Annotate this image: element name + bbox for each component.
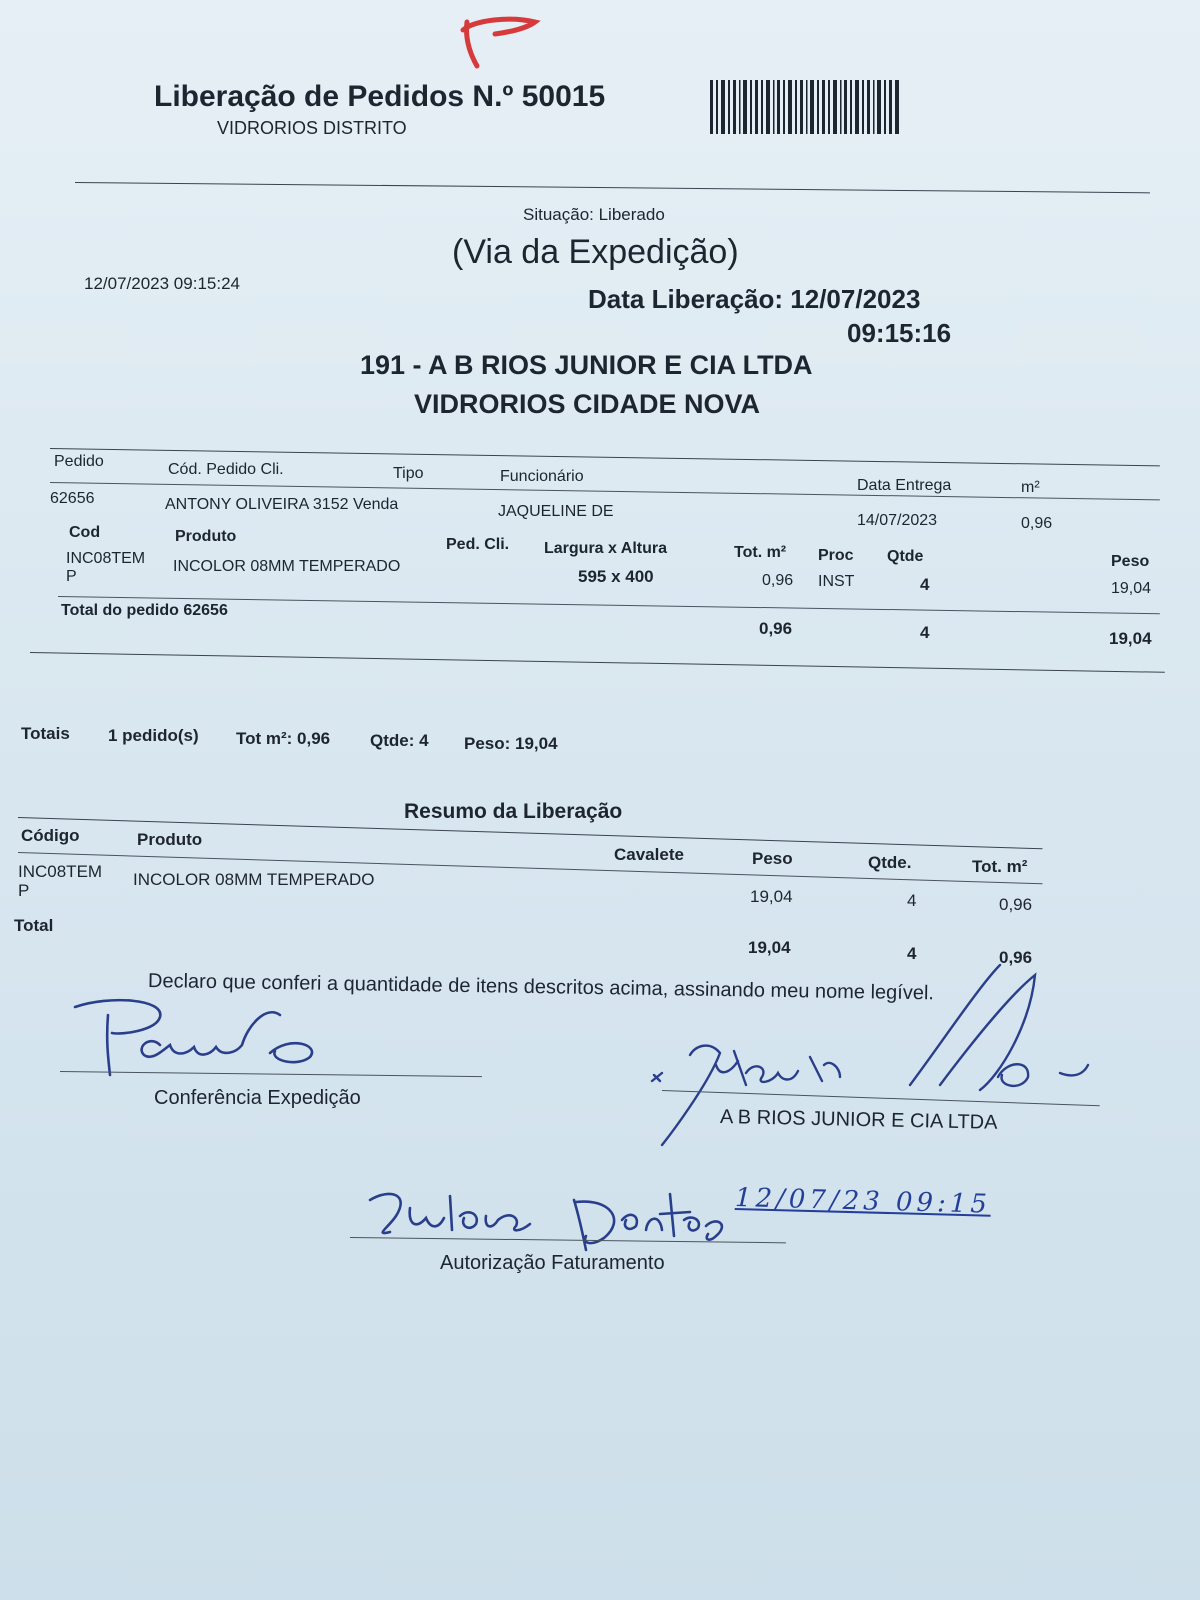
handwritten-date: 12/07/23 09:15 (734, 1183, 992, 1220)
summary-tot-m2: 0,96 (999, 895, 1033, 914)
document-title: Liberação de Pedidos N.º 50015 (154, 80, 606, 113)
col-header-cod-pedido-cli: Cód. Pedido Cli. (168, 461, 284, 478)
item-code-line2: P (66, 568, 77, 585)
summary-total-peso: 19,04 (748, 938, 791, 957)
summary-header-codigo: Código (21, 826, 80, 845)
barcode-icon (710, 80, 900, 134)
signature-label-authorization: Autorização Faturamento (440, 1252, 665, 1274)
item-code-line1: INC08TEM (66, 550, 146, 567)
summary-header-peso: Peso (752, 849, 793, 868)
header-divider (75, 182, 1150, 193)
order-total-label: Total do pedido 62656 (61, 602, 228, 619)
totals-orders: 1 pedido(s) (108, 726, 199, 745)
print-timestamp: 12/07/2023 09:15:24 (84, 274, 240, 293)
release-time: 09:15:16 (847, 318, 952, 348)
item-header-ped-cli: Ped. Cli. (446, 536, 510, 553)
order-table-bottom-rule (30, 652, 1165, 673)
copy-type-title: (Via da Expedição) (452, 233, 739, 271)
summary-title: Resumo da Liberação (404, 800, 623, 823)
summary-qtde: 4 (907, 891, 917, 910)
totals-label: Totais (21, 724, 70, 743)
totals-peso: Peso: 19,04 (464, 734, 558, 753)
red-pen-mark (455, 10, 555, 70)
item-tot-m2: 0,96 (762, 572, 794, 589)
summary-total-label: Total (14, 916, 54, 935)
issuer-company: VIDRORIOS DISTRITO (217, 118, 407, 138)
item-qtde: 4 (920, 575, 930, 594)
col-header-tipo: Tipo (393, 465, 424, 482)
signature-label-conferencia: Conferência Expedição (154, 1087, 361, 1109)
col-header-funcionario: Funcionário (500, 468, 584, 485)
summary-peso: 19,04 (750, 887, 793, 906)
order-total-qtde: 4 (920, 623, 930, 642)
release-date: Data Liberação: 12/07/2023 (588, 284, 921, 314)
item-proc: INST (818, 573, 855, 590)
status-label: Situação: Liberado (523, 205, 665, 224)
col-header-data-entrega: Data Entrega (857, 477, 952, 494)
order-m2: 0,96 (1021, 515, 1053, 532)
item-product: INCOLOR 08MM TEMPERADO (173, 558, 401, 575)
client-name: 191 - A B RIOS JUNIOR E CIA LTDA (360, 350, 813, 380)
client-branch: VIDRORIOS CIDADE NOVA (414, 389, 761, 419)
order-employee: JAQUELINE DE (498, 503, 614, 520)
summary-code-line1: INC08TEM (18, 862, 103, 881)
col-header-m2: m² (1021, 479, 1040, 496)
order-total-peso: 19,04 (1109, 629, 1152, 648)
signature-label-client: A B RIOS JUNIOR E CIA LTDA (719, 1106, 998, 1134)
item-header-tot-m2: Tot. m² (734, 544, 787, 561)
item-header-proc: Proc (818, 547, 854, 564)
totals-qtde: Qtde: 4 (370, 731, 429, 750)
signature-authorization (360, 1180, 740, 1260)
order-delivery-date: 14/07/2023 (857, 512, 938, 529)
item-dimensions: 595 x 400 (578, 567, 654, 586)
order-number: 62656 (50, 490, 95, 507)
item-header-dimensions: Largura x Altura (544, 540, 667, 557)
order-client-code-type: ANTONY OLIVEIRA 3152 Venda (165, 496, 399, 513)
summary-total-qtde: 4 (907, 944, 917, 963)
item-header-qtde: Qtde (887, 548, 924, 565)
summary-product: INCOLOR 08MM TEMPERADO (133, 870, 375, 889)
summary-header-qtde: Qtde. (868, 853, 912, 872)
declaration-text: Declaro que conferi a quantidade de itens descritos acima, assinando meu nome legível. (147, 970, 935, 1005)
col-header-pedido: Pedido (54, 453, 104, 470)
item-header-peso: Peso (1111, 553, 1150, 570)
item-header-cod: Cod (69, 524, 101, 541)
item-header-produto: Produto (175, 528, 237, 545)
summary-header-tot-m2: Tot. m² (972, 857, 1028, 876)
summary-header-produto: Produto (137, 830, 203, 849)
summary-code-line2: P (18, 881, 30, 900)
order-total-m2: 0,96 (759, 619, 793, 638)
summary-header-cavalete: Cavalete (614, 845, 684, 864)
totals-m2: Tot m²: 0,96 (236, 729, 331, 748)
item-peso: 19,04 (1111, 580, 1152, 597)
summary-total-tot-m2: 0,96 (999, 948, 1033, 967)
